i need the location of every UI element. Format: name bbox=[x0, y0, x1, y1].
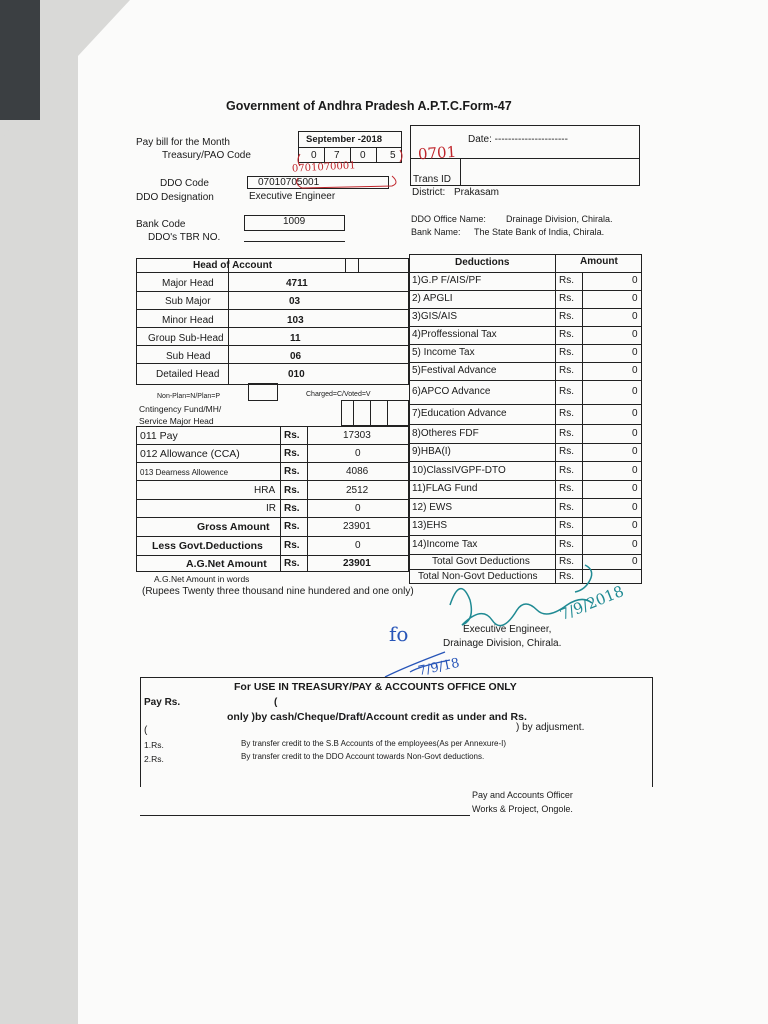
bank-code-value: 1009 bbox=[283, 216, 306, 227]
bank-name-value: The State Bank of India, Chirala. bbox=[474, 227, 605, 237]
ddo-code-value: 07010705001 bbox=[258, 177, 320, 188]
deduction-value: 0 bbox=[632, 483, 638, 494]
pay-row-value: 0 bbox=[355, 448, 361, 459]
bank-name-label: Bank Name: bbox=[411, 227, 461, 237]
deduction-rs: Rs. bbox=[559, 347, 574, 358]
deduction-rs: Rs. bbox=[559, 502, 574, 513]
treasury-title: For USE IN TREASURY/PAY & ACCOUNTS OFFICE ONLY bbox=[234, 681, 517, 693]
deduction-value: 0 bbox=[632, 539, 638, 550]
deduction-rs: Rs. bbox=[559, 520, 574, 531]
deduction-value: 0 bbox=[632, 329, 638, 340]
deduction-rs: Rs. bbox=[559, 293, 574, 304]
deduction-value: 0 bbox=[632, 386, 638, 397]
deduction-label: 11)FLAG Fund bbox=[412, 483, 478, 494]
deduction-rs: Rs. bbox=[559, 571, 574, 582]
row1-label: 1.Rs. bbox=[144, 740, 164, 750]
pay-row-rs: Rs. bbox=[284, 540, 300, 551]
deduction-value: 0 bbox=[632, 465, 638, 476]
deduction-label: 8)Otheres FDF bbox=[412, 428, 479, 439]
pay-bill-label: Pay bill for the Month bbox=[136, 137, 230, 148]
charged-box bbox=[341, 400, 409, 426]
scan-edge bbox=[0, 0, 40, 120]
deduction-value: 0 bbox=[632, 428, 638, 439]
trans-id-label: Trans ID bbox=[413, 174, 451, 185]
deduction-value: 0 bbox=[632, 502, 638, 513]
pay-bill-value: September -2018 bbox=[306, 134, 383, 145]
row2-text: By transfer credit to the DDO Account towards Non-Govt deductions. bbox=[241, 752, 485, 761]
treasury-label: Treasury/PAO Code bbox=[162, 150, 251, 161]
form-title: Government of Andhra Pradesh A.P.T.C.Form-47 bbox=[226, 99, 512, 113]
initial-mark: fo bbox=[389, 622, 409, 646]
deduction-label: 1)G.P F/AIS/PF bbox=[412, 275, 482, 286]
plan-label: Non-Plan=N/Plan=P bbox=[157, 393, 221, 400]
pay-row-rs: Rs. bbox=[284, 430, 300, 441]
deduction-label: 5) Income Tax bbox=[412, 347, 475, 358]
deduction-label: 9)HBA(I) bbox=[412, 446, 451, 457]
plan-box bbox=[248, 383, 278, 401]
deduction-label: 10)ClassIVGPF-DTO bbox=[412, 465, 506, 476]
amount-title: Amount bbox=[580, 256, 618, 267]
head-row-label: Detailed Head bbox=[156, 369, 220, 380]
deduction-value: 0 bbox=[632, 556, 638, 567]
deductions-title: Deductions bbox=[455, 257, 510, 268]
pay-row-value: 0 bbox=[355, 540, 361, 551]
pay-row-value: 23901 bbox=[343, 558, 371, 569]
district-value: Prakasam bbox=[454, 187, 500, 198]
head-row-value: 103 bbox=[287, 315, 304, 326]
signatory-line2: Drainage Division, Chirala. bbox=[443, 638, 562, 649]
ddo-designation-value: Executive Engineer bbox=[249, 191, 336, 202]
officer-line2: Works & Project, Ongole. bbox=[472, 804, 573, 814]
pay-row-rs: Rs. bbox=[284, 521, 300, 532]
head-row-value: 03 bbox=[289, 296, 301, 307]
head-row-label: Major Head bbox=[162, 278, 214, 289]
deduction-rs: Rs. bbox=[559, 446, 574, 457]
deduction-rs: Rs. bbox=[559, 275, 574, 286]
adjustment-text: ) by adjusment. bbox=[516, 722, 585, 733]
ddo-code-label: DDO Code bbox=[160, 178, 209, 189]
deduction-label: 3)GIS/AIS bbox=[412, 311, 458, 322]
words-value: (Rupees Twenty three thousand nine hundered and one only) bbox=[142, 586, 414, 597]
pay-row-label: HRA bbox=[254, 485, 276, 496]
ddo-office-label: DDO Office Name: bbox=[411, 214, 486, 224]
deduction-value: 0 bbox=[632, 275, 638, 286]
date-label: Date: ---------------------- bbox=[468, 134, 568, 145]
signature-date: 7/9/2018 bbox=[557, 582, 627, 624]
pay-row-value: 4086 bbox=[346, 466, 369, 477]
head-row-value: 4711 bbox=[286, 278, 308, 289]
deduction-rs: Rs. bbox=[559, 556, 574, 567]
paren-open: ( bbox=[274, 697, 278, 708]
head-of-account-title: Head of Account bbox=[193, 260, 273, 271]
deduction-value: 0 bbox=[632, 365, 638, 376]
pay-row-value: 2512 bbox=[346, 485, 369, 496]
pay-row-value: 17303 bbox=[343, 430, 371, 441]
deduction-value: 0 bbox=[632, 347, 638, 358]
signatory-line1: Executive Engineer, bbox=[463, 624, 552, 635]
deduction-value: 0 bbox=[632, 408, 638, 419]
deduction-value: 0 bbox=[632, 293, 638, 304]
deduction-rs: Rs. bbox=[559, 386, 574, 397]
pay-row-label: Gross Amount bbox=[197, 521, 270, 533]
pay-row-label: Less Govt.Deductions bbox=[152, 540, 263, 552]
treasury-digit-4: 5 bbox=[390, 150, 396, 161]
pay-row-value: 23901 bbox=[343, 521, 371, 532]
deduction-label: 12) EWS bbox=[412, 502, 453, 513]
deduction-label: 6)APCO Advance bbox=[412, 386, 491, 397]
deduction-label: 2) APGLI bbox=[412, 293, 453, 304]
bank-code-label: Bank Code bbox=[136, 219, 186, 230]
pay-row-rs: Rs. bbox=[284, 485, 300, 496]
pay-row-rs: Rs. bbox=[284, 503, 300, 514]
deduction-label: 13)EHS bbox=[412, 520, 448, 531]
head-row-value: 06 bbox=[290, 351, 302, 362]
charged-label: Charged=C/Voted=V bbox=[306, 391, 371, 398]
handwritten-ddo-note: 0701070001 bbox=[291, 160, 356, 175]
pay-rs-label: Pay Rs. bbox=[144, 697, 181, 708]
deduction-rs: Rs. bbox=[559, 539, 574, 550]
deduction-label: 14)Income Tax bbox=[412, 539, 478, 550]
treasury-digit-2: 7 bbox=[334, 150, 340, 161]
pay-row-rs: Rs. bbox=[284, 558, 300, 569]
head-row-label: Group Sub-Head bbox=[148, 333, 224, 344]
pay-row-label: 012 Allowance (CCA) bbox=[140, 448, 240, 460]
officer-line1: Pay and Accounts Officer bbox=[472, 790, 573, 800]
head-row-value: 11 bbox=[290, 333, 301, 344]
head-row-value: 010 bbox=[288, 369, 305, 380]
deduction-label: Total Non-Govt Deductions bbox=[418, 571, 538, 582]
treasury-digit-1: 0 bbox=[311, 150, 317, 161]
pay-row-rs: Rs. bbox=[284, 448, 300, 459]
deduction-value: 0 bbox=[632, 311, 638, 322]
pay-row-label: 011 Pay bbox=[140, 430, 178, 442]
treasury-digit-3: 0 bbox=[360, 150, 366, 161]
contingency-label: Cntingency Fund/MH/ bbox=[139, 404, 222, 414]
deduction-label: 7)Education Advance bbox=[412, 408, 507, 419]
head-row-label: Sub Major bbox=[165, 296, 211, 307]
pay-row-label: A.G.Net Amount bbox=[186, 558, 267, 570]
service-label: Service Major Head bbox=[139, 416, 214, 426]
handwritten-treasury-code: 0701 bbox=[417, 142, 457, 164]
only-line: only )by cash/Cheque/Draft/Account credit as under and Rs. bbox=[227, 711, 527, 723]
deduction-rs: Rs. bbox=[559, 408, 574, 419]
deduction-label: 5)Festival Advance bbox=[412, 365, 497, 376]
head-row-label: Sub Head bbox=[166, 351, 211, 362]
ddo-office-value: Drainage Division, Chirala. bbox=[506, 214, 613, 224]
deduction-rs: Rs. bbox=[559, 329, 574, 340]
ddo-tbr-label: DDO's TBR NO. bbox=[148, 232, 221, 243]
paren-open-2: ( bbox=[144, 725, 148, 736]
deduction-label: Total Govt Deductions bbox=[432, 556, 530, 567]
deduction-rs: Rs. bbox=[559, 428, 574, 439]
pay-row-value: 0 bbox=[355, 503, 361, 514]
deduction-rs: Rs. bbox=[559, 465, 574, 476]
deduction-rs: Rs. bbox=[559, 365, 574, 376]
row2-label: 2.Rs. bbox=[144, 754, 164, 764]
deduction-rs: Rs. bbox=[559, 311, 574, 322]
words-label: A.G.Net Amount in words bbox=[154, 574, 250, 584]
deduction-label: 4)Proffessional Tax bbox=[412, 329, 497, 340]
district-label: District: bbox=[412, 187, 446, 198]
initial-date: 7/9/18 bbox=[416, 655, 461, 680]
pay-row-rs: Rs. bbox=[284, 466, 300, 477]
head-row-label: Minor Head bbox=[162, 315, 214, 326]
deduction-rs: Rs. bbox=[559, 483, 574, 494]
ddo-designation-label: DDO Designation bbox=[136, 192, 214, 203]
row1-text: By transfer credit to the S.B Accounts of the employees(As per Annexure-I) bbox=[241, 739, 507, 748]
deduction-value: 0 bbox=[632, 520, 638, 531]
pay-row-label: 013 Dearness Allowence bbox=[140, 468, 229, 477]
pay-row-label: IR bbox=[266, 503, 276, 514]
deduction-value: 0 bbox=[632, 446, 638, 457]
red-pen-marks bbox=[290, 144, 410, 194]
